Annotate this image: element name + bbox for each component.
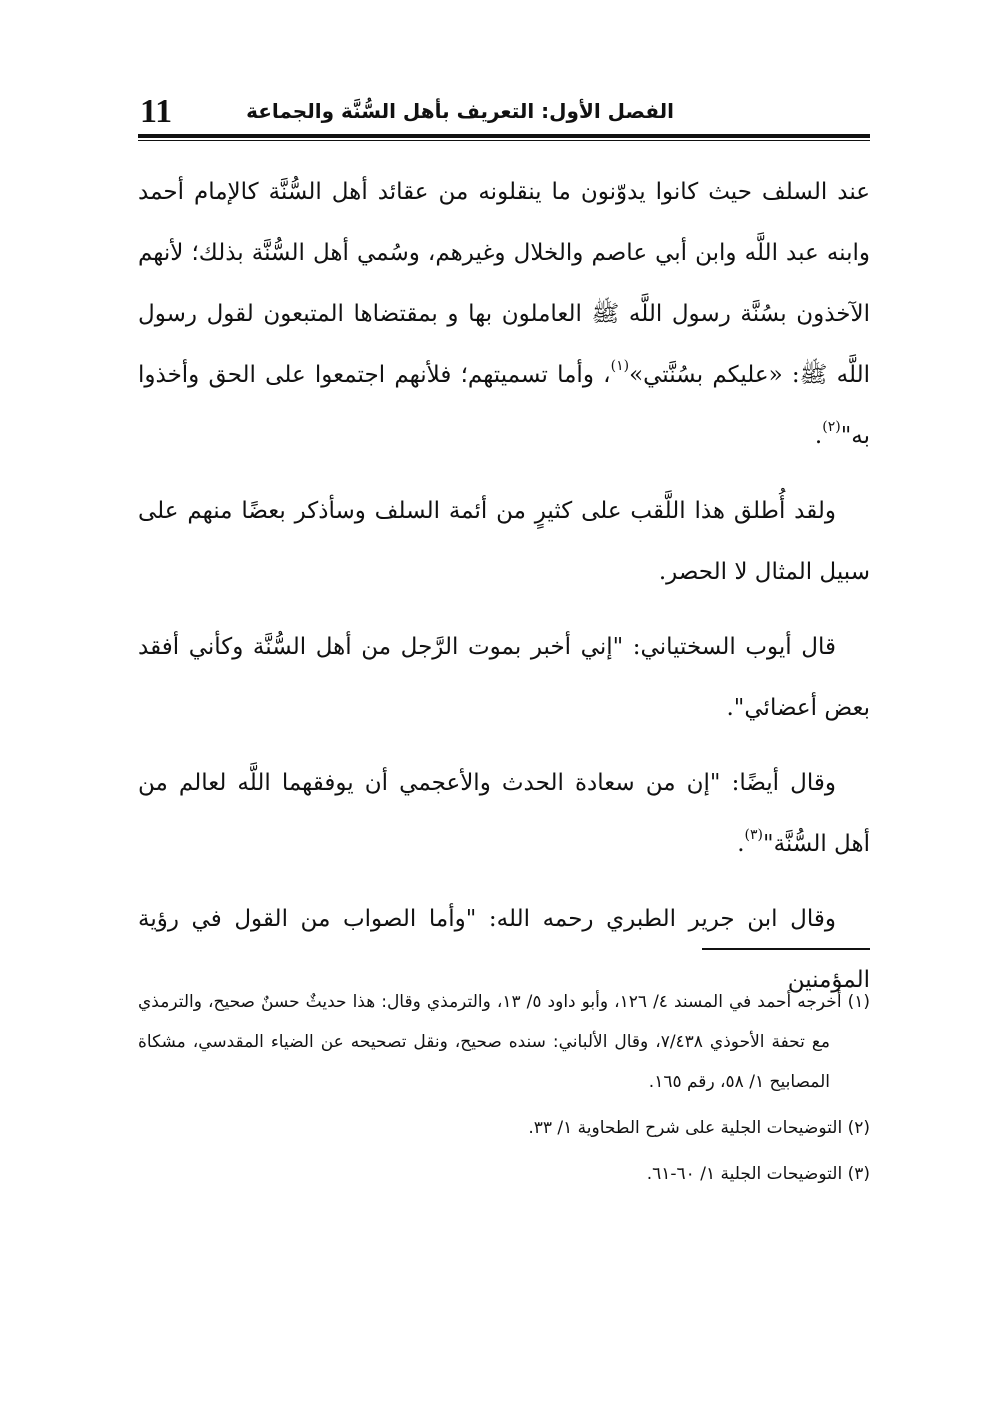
- header-rule-thin: [138, 140, 870, 141]
- running-title: الفصل الأول: التعريف بأهل السُّنَّة والجماعة: [246, 99, 674, 123]
- paragraph: عند السلف حيث كانوا يدوّنون ما ينقلونه من عقائد أهل السُّنَّة كالإمام أحمد وابنه عبد اللَّه وابن أبي عاصم والخلال وغيرهم، وسُمي أهل السُّنَّة بذلك؛ لأنهم الآخذون بسُنَّة رسول اللَّه ﷺ العاملون بها و بمقتضاها المتبعون لقول رسول اللَّه ﷺ: «عليكم بسُنَّتي»$^{(١)}$، وأما تسميتهم؛ فلأنهم اجتمعوا على الحق وأخذوا به"$^{(٢)}$.: [138, 179, 871, 449]
- page-number: 11: [140, 93, 173, 130]
- footnote: (١) أخرجه أحمد في المسند ٤/ ١٢٦، وأبو داود ٥/ ١٣، والترمذي وقال: هذا حديثٌ حسنٌ صحيح، والترمذي مع تحفة الأحوذي ٧/٤٣٨، وقال الألباني: سنده صحيح، ونقل تصحيحه عن الضياء المقدسي، مشكاة المصابيح ١/ ٥٨، رقم ١٦٥.: [138, 992, 870, 1092]
- paragraph: وقال ابن جرير الطبري رحمه الله: "وأما الصواب من القول في رؤية المؤمنين: [138, 906, 870, 993]
- footnotes: [138, 982, 870, 1200]
- running-header: [138, 88, 870, 134]
- footnote: (٢) التوضيحات الجلية على شرح الطحاوية ١/ ٣٣.: [528, 1118, 870, 1138]
- footnote-marker: (٢): [822, 419, 841, 435]
- paragraph: ولقد أُطلق هذا اللَّقب على كثيرٍ من أئمة السلف وسأذكر بعضًا منهم على سبيل المثال لا الحصر.: [138, 498, 870, 585]
- footnote: (٣) التوضيحات الجلية ١/ ٦٠-٦١.: [646, 1164, 870, 1184]
- footnote-marker: (٣): [744, 827, 763, 843]
- footnote-marker: (١): [610, 358, 630, 374]
- body-text: [138, 162, 870, 1025]
- footnote-separator: [702, 948, 870, 950]
- header-rule: [138, 134, 870, 138]
- paragraph: قال أيوب السختياني: "إني أخبر بموت الرَّجل من أهل السُّنَّة وكأني أفقد بعض أعضائي".: [138, 634, 870, 721]
- paragraph: وقال أيضًا: "إن من سعادة الحدث والأعجمي أن يوفقهما اللَّه لعالم من أهل السُّنَّة"$^{(٣)}$.: [138, 770, 870, 857]
